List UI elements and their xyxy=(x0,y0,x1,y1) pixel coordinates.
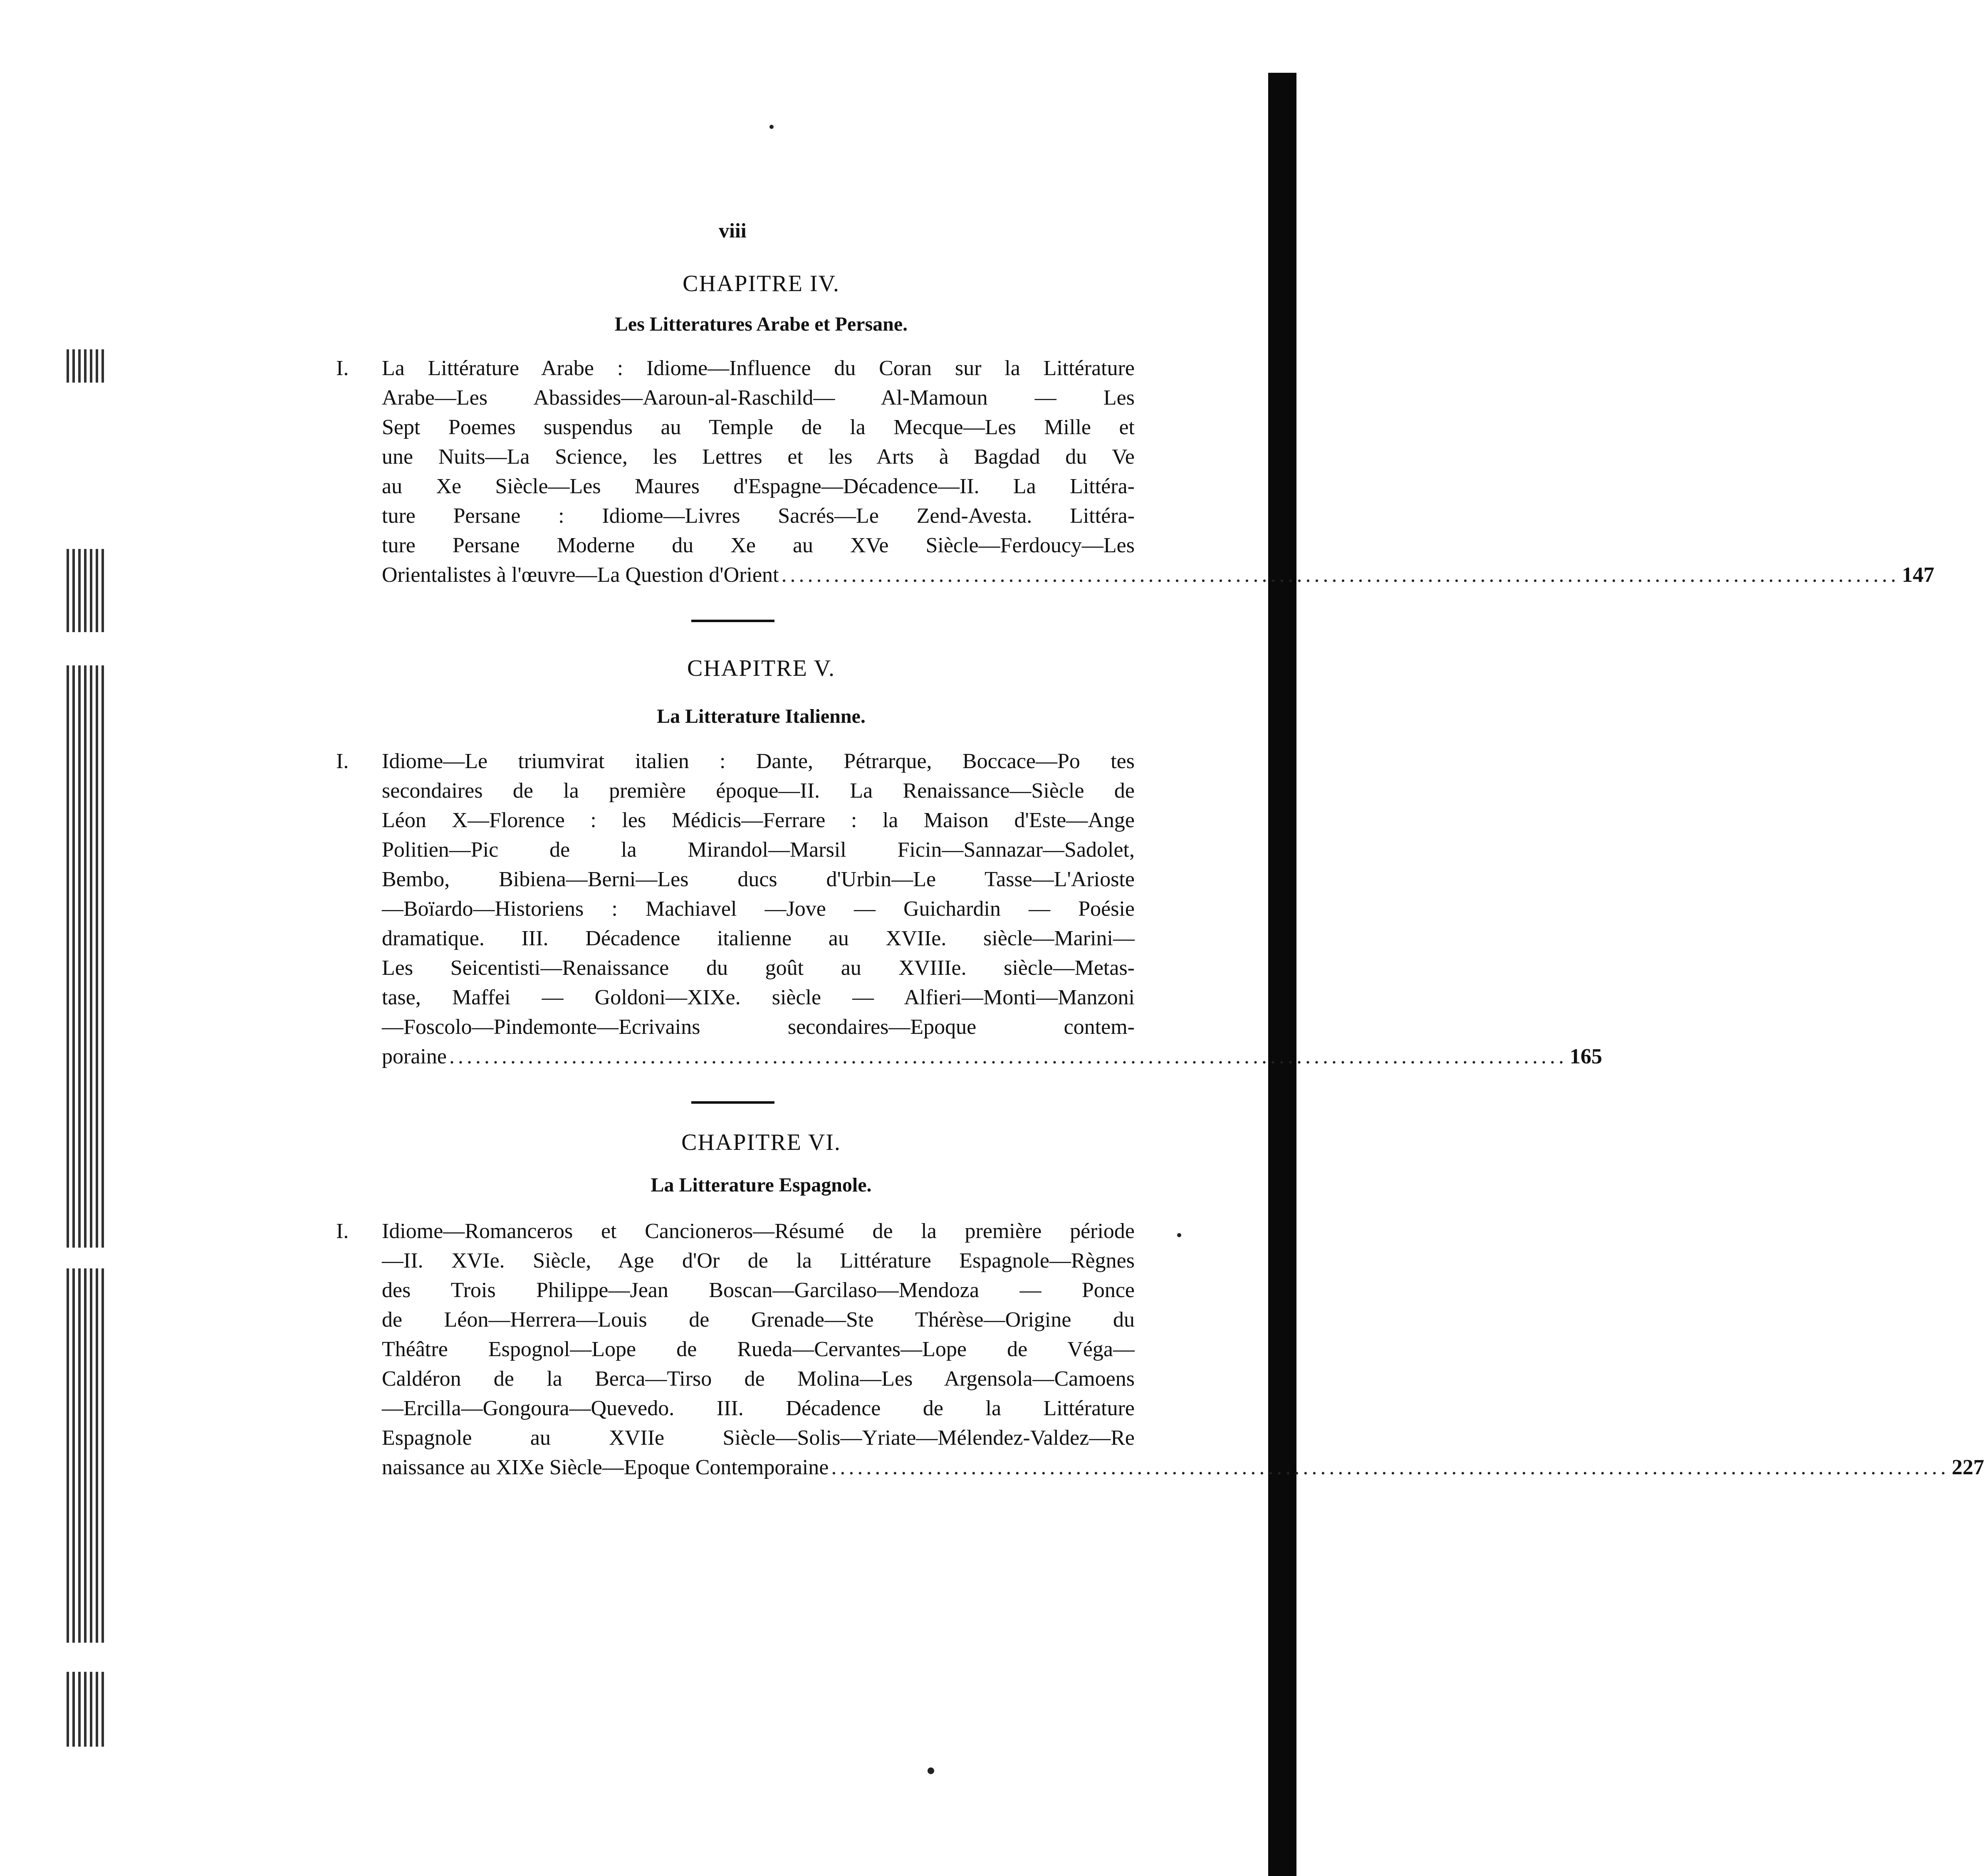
binding-marks xyxy=(67,349,106,383)
chapter-heading: CHAPITRE V. xyxy=(687,655,835,681)
section-rule xyxy=(691,1101,774,1104)
ink-speck xyxy=(769,125,774,129)
page-number: viii xyxy=(719,219,747,242)
entry-numeral: I. xyxy=(336,1219,349,1243)
dot-leader: ................................................................................................................................ xyxy=(781,563,1900,587)
binding-marks xyxy=(67,665,106,1248)
entry-line: Les Seicentisti—Renaissance du goût au XVIIIe. siècle—Metas- xyxy=(382,956,1135,980)
toc-entry xyxy=(336,353,1935,590)
entry-line: des Trois Philippe—Jean Boscan—Garcilaso—Mendoza — Ponce xyxy=(382,1278,1135,1302)
binding-marks xyxy=(67,1672,106,1747)
entry-line: —Boïardo—Historiens : Machiavel —Jove — Guichardin — Poésie xyxy=(382,897,1135,921)
page-reference: 147 xyxy=(1902,563,1935,587)
chapter-heading: CHAPITRE IV. xyxy=(683,271,840,297)
entry-line: Caldéron de la Berca—Tirso de Molina—Les Argensola—Camoens xyxy=(382,1367,1135,1391)
chapter-heading: CHAPITRE VI. xyxy=(681,1130,841,1155)
dot-leader: ................................................................................................................................ xyxy=(831,1456,1949,1479)
entry-line: Sept Poemes suspendus au Temple de la Mecque—Les Mille et xyxy=(382,415,1135,439)
entry-last-line: naissance au XIXe Siècle—Epoque Contemporaine ................................................................................................................................ 227 xyxy=(336,1453,1135,1482)
entry-line: ture Persane Moderne du Xe au XVe Siècle—Ferdoucy—Les xyxy=(382,534,1135,557)
toc-entry xyxy=(336,1216,1984,1482)
binding-marks xyxy=(67,549,106,632)
entry-numeral: I. xyxy=(336,749,349,773)
chapter-subtitle: Les Litteratures Arabe et Persane. xyxy=(614,313,908,335)
entry-line: —II. XVIe. Siècle, Age d'Or de la Littérature Espagnole—Règnes xyxy=(382,1249,1135,1273)
entry-line: —Foscolo—Pindemonte—Ecrivains secondaires—Epoque contem- xyxy=(382,1015,1135,1039)
page-reference: 165 xyxy=(1569,1045,1602,1068)
page-edge-shadow xyxy=(1268,73,1296,1876)
entry-line: Léon X—Florence : les Médicis—Ferrare : la Maison d'Este—Ange xyxy=(382,808,1135,832)
entry-line: Arabe—Les Abassides—Aaroun-al-Raschild— Al-Mamoun — Les xyxy=(382,386,1135,410)
toc-entry xyxy=(336,746,1602,1071)
entry-line: ture Persane : Idiome—Livres Sacrés—Le Zend-Avesta. Littéra- xyxy=(382,504,1135,528)
section-rule xyxy=(691,620,774,622)
entry-last-line: poraine ................................................................................................................................ 165 xyxy=(336,1042,1135,1071)
entry-line: secondaires de la première époque—II. La Renaissance—Siècle de xyxy=(382,779,1135,803)
entry-line: I. Idiome—Le triumvirat italien : Dante, Pétrarque, Boccace—Po tes xyxy=(336,746,1135,776)
entry-line: dramatique. III. Décadence italienne au XVIIe. siècle—Marini— xyxy=(382,927,1135,950)
entry-line: une Nuits—La Science, les Lettres et les Arts à Bagdad du Ve xyxy=(382,445,1135,469)
ink-speck xyxy=(1177,1233,1181,1237)
entry-line: Théâtre Espognol—Lope de Rueda—Cervantes—Lope de Véga— xyxy=(382,1337,1135,1361)
page-reference: 227 xyxy=(1952,1456,1984,1479)
entry-line: I. Idiome—Romanceros et Cancioneros—Résumé de la première période xyxy=(336,1216,1135,1246)
entry-line: Espagnole au XVIIe Siècle—Solis—Yriate—Mélendez-Valdez—Re xyxy=(382,1426,1135,1450)
chapter-subtitle: La Litterature Espagnole. xyxy=(651,1174,872,1196)
entry-line: tase, Maffei — Goldoni—XIXe. siècle — Alfieri—Monti—Manzoni xyxy=(382,986,1135,1009)
entry-line: Bembo, Bibiena—Berni—Les ducs d'Urbin—Le Tasse—L'Arioste xyxy=(382,868,1135,891)
chapter-subtitle: La Litterature Italienne. xyxy=(657,705,866,727)
entry-line: I. La Littérature Arabe : Idiome—Influence du Coran sur la Littérature xyxy=(336,353,1135,383)
entry-line: de Léon—Herrera—Louis de Grenade—Ste Thérèse—Origine du xyxy=(382,1308,1135,1332)
ink-speck xyxy=(928,1767,934,1774)
dot-leader: ................................................................................................................................ xyxy=(449,1045,1567,1068)
entry-line: —Ercilla—Gongoura—Quevedo. III. Décadence de la Littérature xyxy=(382,1396,1135,1420)
entry-line: Politien—Pic de la Mirandol—Marsil Ficin—Sannazar—Sadolet, xyxy=(382,838,1135,862)
entry-numeral: I. xyxy=(336,356,349,380)
entry-line: au Xe Siècle—Les Maures d'Espagne—Décadence—II. La Littéra- xyxy=(382,475,1135,498)
entry-last-line: Orientalistes à l'œuvre—La Question d'Orient ................................................................................................................................ 147 xyxy=(336,560,1135,590)
binding-marks xyxy=(67,1268,106,1643)
